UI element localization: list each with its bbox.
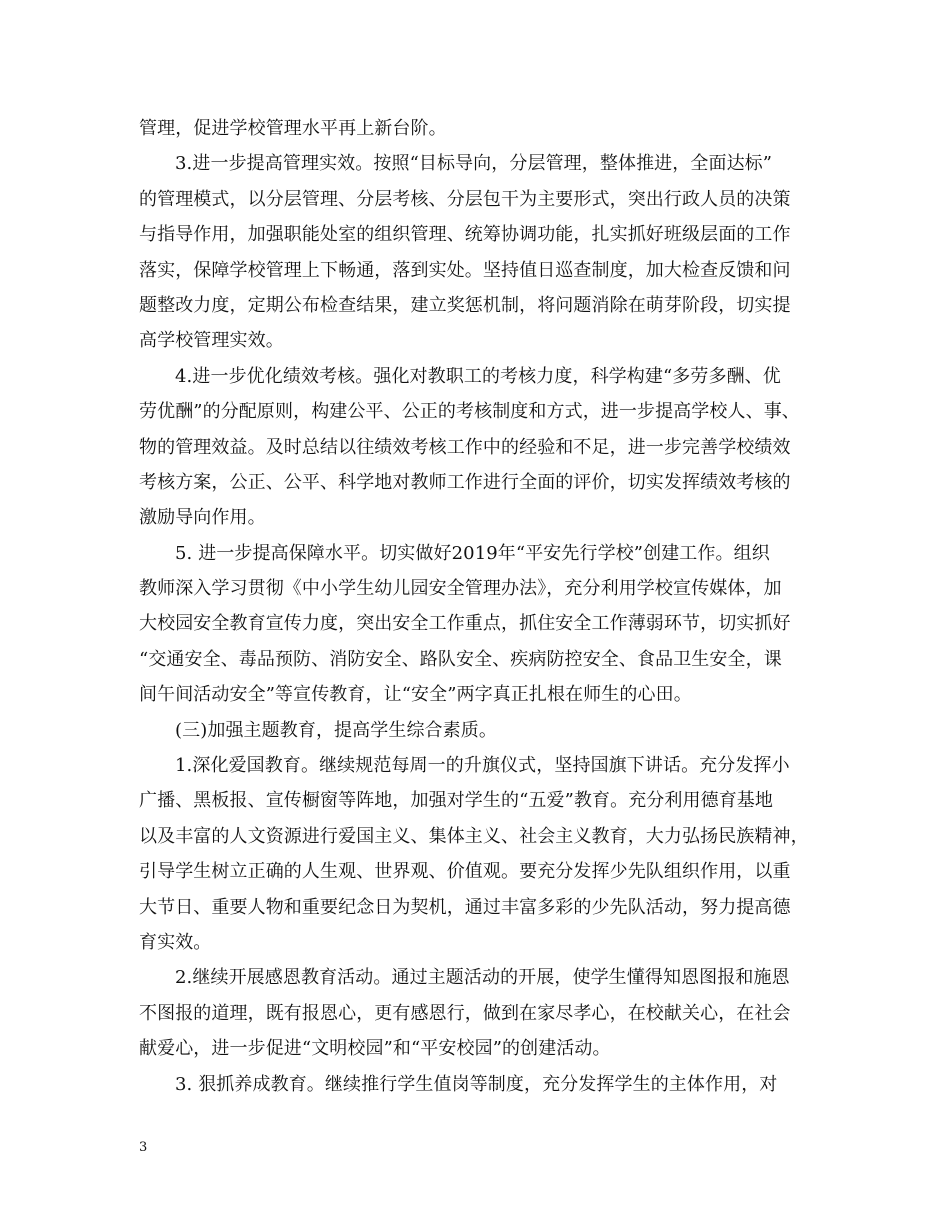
page-number: 3 <box>139 1140 148 1155</box>
text-line: “交通安全、毒品预防、消防安全、路队安全、疾病防控安全、食品卫生安全，课 <box>139 648 782 670</box>
section-heading: (三)加强主题教育，提高学生综合素质。 <box>175 719 497 741</box>
text-line: 物的管理效益。及时总结以往绩效考核工作中的经验和不足，进一步完善学校绩效 <box>139 436 791 458</box>
text-line: 1.深化爱国教育。继续规范每周一的升旗仪式，坚持国旗下讲话。充分发挥小 <box>175 755 790 777</box>
text-line: 教师深入学习贯彻《中小学生幼儿园安全管理办法》，充分利用学校宣传媒体，加 <box>139 578 782 600</box>
text-line: 激励导向作用。 <box>139 507 266 529</box>
text-line: 不图报的道理，既有报恩心，更有感恩行，做到在家尽孝心，在校献关心，在社会 <box>139 1002 791 1024</box>
text-line: 献爱心，进一步促进“文明校园”和“平安校园”的创建活动。 <box>139 1038 611 1060</box>
text-line: 3.进一步提高管理实效。按照“目标导向，分层管理，整体推进，全面达标” <box>175 153 773 175</box>
text-line: 3. 狠抓养成教育。继续推行学生值岗等制度，充分发挥学生的主体作用，对 <box>175 1073 778 1095</box>
text-line: 大校园安全教育宣传力度，突出安全工作重点，抓住安全工作薄弱环节，切实抓好 <box>139 613 791 635</box>
text-line: 以及丰富的人文资源进行爱国主义、集体主义、社会主义教育，大力弘扬民族精神， <box>139 825 809 847</box>
text-line: 考核方案，公正、公平、科学地对教师工作进行全面的评价，切实发挥绩效考核的 <box>139 471 791 493</box>
text-line: 育实效。 <box>139 931 212 953</box>
document-body <box>139 111 839 1102</box>
text-line: 间午间活动安全”等宣传教育，让“安全”两字真正扎根在师生的心田。 <box>139 684 692 706</box>
text-line: 引导学生树立正确的人生观、世界观、价值观。要充分发挥少先队组织作用，以重 <box>139 861 791 883</box>
text-line: 与指导作用，加强职能处室的组织管理、统筹协调功能，扎实抓好班级层面的工作 <box>139 224 791 246</box>
text-line: 落实，保障学校管理上下畅通，落到实处。坚持值日巡查制度，加大检查反馈和问 <box>139 259 791 281</box>
text-line: 4.进一步优化绩效考核。强化对教职工的考核力度，科学构建“多劳多酬、优 <box>175 365 781 387</box>
text-line: 的管理模式，以分层管理、分层考核、分层包干为主要形式，突出行政人员的决策 <box>139 188 791 210</box>
text-line: 广播、黑板报、宣传橱窗等阵地，加强对学生的“五爱”教育。充分利用德育基地 <box>139 790 774 812</box>
text-line: 大节日、重要人物和重要纪念日为契机，通过丰富多彩的少先队活动，努力提高德 <box>139 896 791 918</box>
text-line: 管理，促进学校管理水平再上新台阶。 <box>139 118 447 139</box>
text-line: 劳优酬”的分配原则，构建公平、公正的考核制度和方式，进一步提高学校人、事、 <box>139 401 800 423</box>
text-line: 高学校管理实效。 <box>139 330 284 352</box>
text-line: 题整改力度，定期公布检查结果，建立奖惩机制，将问题消除在萌芽阶段，切实提 <box>139 294 791 316</box>
text-line: 5. 进一步提高保障水平。切实做好2019年“平安先行学校”创建工作。组织 <box>175 542 770 564</box>
text-line: 2.继续开展感恩教育活动。通过主题活动的开展，使学生懂得知恩图报和施恩 <box>175 967 790 989</box>
